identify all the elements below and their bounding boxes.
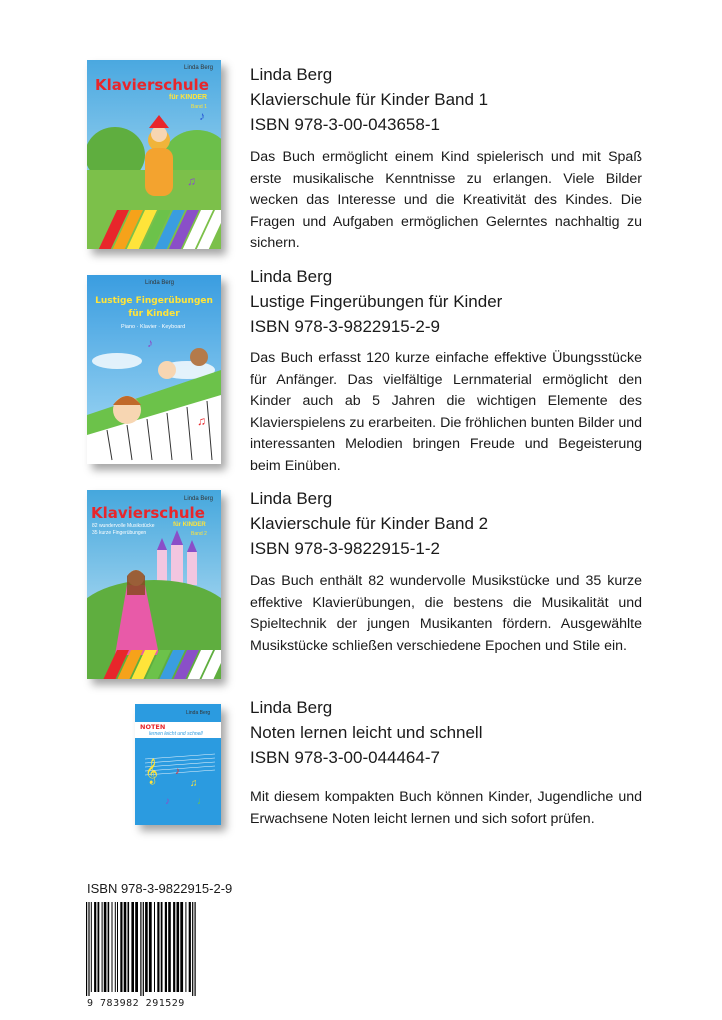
cover-line-2: 35 kurze Fingerübungen <box>92 530 147 536</box>
cover-author: Linda Berg <box>145 280 175 286</box>
book-meta <box>250 486 488 561</box>
svg-text:♫: ♫ <box>187 174 196 188</box>
book-author: Linda Berg <box>250 698 333 717</box>
book-isbn: ISBN 978-3-00-044464-7 <box>250 748 440 767</box>
book-title: Klavierschule für Kinder Band 2 <box>250 514 489 533</box>
book-cover-klavierschule-band-2 <box>87 490 221 679</box>
book-isbn: ISBN 978-3-00-043658-1 <box>250 115 440 134</box>
book-title: Klavierschule für Kinder Band 1 <box>250 90 489 109</box>
barcode-bar <box>98 902 100 992</box>
barcode-bar <box>161 902 163 992</box>
cover-subtitle: Piano · Klavier · Keyboard <box>121 324 186 330</box>
barcode-bar <box>117 902 118 992</box>
svg-text:♫: ♫ <box>197 414 206 428</box>
cover-author: Linda Berg <box>184 496 214 502</box>
cover-band: Band 1 <box>191 104 207 110</box>
cover-author: Linda Berg <box>186 710 211 716</box>
cover-line-1: 82 wundervolle Musikstücke <box>92 523 155 529</box>
svg-text:♪: ♪ <box>165 796 170 807</box>
barcode-isbn-label: ISBN 978-3-9822915-2-9 <box>87 881 233 896</box>
svg-text:𝄞: 𝄞 <box>145 758 159 783</box>
barcode-bar <box>145 902 148 992</box>
book-cover-klavierschule-band-1 <box>87 60 221 249</box>
barcode-bar <box>86 902 87 996</box>
barcode-bar <box>128 902 130 992</box>
book-meta <box>250 695 482 770</box>
book-meta <box>250 62 488 137</box>
cover-band: Band 2 <box>191 531 207 537</box>
barcode-bar <box>185 902 186 992</box>
cover-author: Linda Berg <box>184 65 214 71</box>
barcode-bar <box>112 902 113 992</box>
svg-text:♩: ♩ <box>197 796 207 807</box>
barcode-bar <box>135 902 138 992</box>
book-author: Linda Berg <box>250 489 333 508</box>
barcode-bar <box>120 902 122 992</box>
barcode-bar <box>94 902 96 992</box>
cover-title: NOTEN <box>140 723 166 731</box>
barcode-bar <box>91 902 92 992</box>
barcode-bar <box>168 902 171 992</box>
book-isbn: ISBN 978-3-9822915-1-2 <box>250 539 440 558</box>
barcode-bar <box>131 902 134 992</box>
barcode-bar <box>177 902 180 992</box>
book-meta <box>250 264 502 339</box>
svg-text:♫: ♫ <box>190 778 198 789</box>
barcode-bar <box>165 902 167 992</box>
cover-subtitle: für KINDER <box>169 94 208 101</box>
book-cover-noten-lernen <box>135 704 221 825</box>
barcode-bar <box>180 902 183 992</box>
book-cover-fingeruebungen <box>87 275 221 464</box>
book-description: Mit diesem kompakten Buch können Kinder, Jugendliche und Erwachsene Noten leicht lernen und sich sofort prüfen. <box>250 789 642 827</box>
barcode-bar <box>102 902 103 992</box>
book-title: Noten lernen leicht und schnell <box>250 723 483 742</box>
barcode-bar <box>157 902 159 992</box>
svg-text:♪: ♪ <box>147 336 153 350</box>
barcode-bar <box>124 902 127 992</box>
book-description: Das Buch erfasst 120 kurze einfache effektive Übungsstücke für Anfänger. Das vielfältige Lernmaterial ermöglicht den Kinder auch ab 5 Jahren die wichtigen Elemente des Klavierspielens zu erarbeiten. Die fröhlichen bunten Bilder und interessanten Melodien bringen Freude und Begeisterung beim Einüben. <box>250 350 642 474</box>
barcode-digits: 9 783982 291529 <box>87 998 185 1009</box>
book-description: Das Buch enthält 82 wundervolle Musikstücke und 35 kurze effektive Klavierübungen, die bestens die Musikalität und Spieltechnik der jungen Musikanten fördern. Ausgewählte Musikstücke schließen verschiedene Epochen und Stile ein. <box>250 573 642 654</box>
cover-subtitle: lernen leicht und schnell <box>149 731 203 737</box>
cover-title: Lustige Fingerübungen für Kinder <box>95 296 213 319</box>
barcode-bar <box>195 902 196 996</box>
barcode-bar <box>154 902 155 992</box>
barcode-bar <box>88 902 89 996</box>
book-description: Das Buch ermöglicht einem Kind spielerisch und mit Spaß erste musikalische Kenntnisse zu erlangen. Viele Bilder wecken das Interesse und die Kreativität des Kindes. Die Fragen und Aufgaben ermöglichen Gelerntes nachhaltig zu sichern. <box>250 149 642 251</box>
barcode-bar <box>192 902 193 996</box>
book-author: Linda Berg <box>250 65 333 84</box>
barcode-bar <box>140 902 141 996</box>
barcode-bar <box>108 902 110 992</box>
cover-title: Klavierschule <box>91 504 205 522</box>
barcode-bar <box>115 902 116 992</box>
barcode-bar <box>189 902 191 992</box>
barcode-bar <box>104 902 107 992</box>
book-isbn: ISBN 978-3-9822915-2-9 <box>250 317 440 336</box>
isbn-barcode <box>83 902 228 996</box>
cover-title: Klavierschule <box>95 76 209 94</box>
cover-subtitle: für KINDER <box>173 522 206 528</box>
barcode-bar <box>173 902 175 992</box>
barcode-bar <box>143 902 144 996</box>
book-title: Lustige Fingerübungen für Kinder <box>250 292 503 311</box>
book-author: Linda Berg <box>250 267 333 286</box>
svg-text:♪: ♪ <box>175 766 180 777</box>
barcode-bar <box>149 902 152 992</box>
svg-text:♪: ♪ <box>199 109 205 123</box>
